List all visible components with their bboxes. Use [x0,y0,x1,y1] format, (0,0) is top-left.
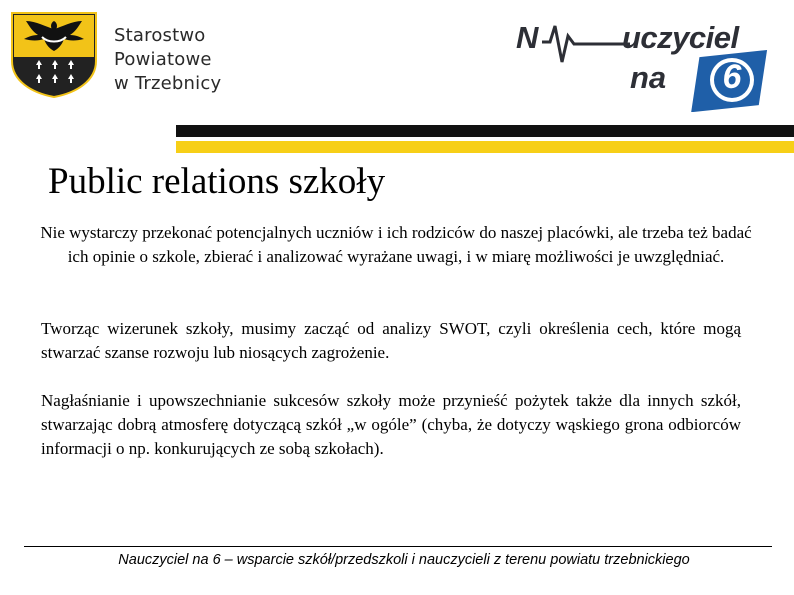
logo-line-powiatowe: Powiatowe [114,49,212,70]
logo-line-starostwo: Starostwo [114,25,206,46]
footer-divider [24,546,772,547]
paragraph-successes: Nagłaśnianie i upowszechnianie sukcesów szkoły może przynieść pożytek także dla innych szkół, stwarzając dobrą atmosferę dotyczącą szkół „w ogóle” (chyba, że dotyczy wąskiego grona odbiorców informacji o np. konkurujących ze sobą szkołach). [41,391,741,458]
slide-title: Public relations szkoły [48,161,386,202]
logo-word-na: na [630,60,667,95]
logo-letter-n: N [516,20,539,55]
header-bar-black [176,125,794,137]
coat-of-arms-icon [6,9,102,99]
paragraph-swot: Tworząc wizerunek szkoły, musimy zacząć od analizy SWOT, czyli określenia cech, które mogą stwarzać szanse rozwoju lub niosących zagrożenie. [41,319,741,362]
logo-badge-six: 6 [722,58,742,96]
footer-text: Nauczyciel na 6 – wsparcie szkół/przedszkoli i nauczycieli z terenu powiatu trzebnickiego [118,552,690,568]
starostwo-wordmark [114,21,244,101]
nauczyciel-na-6-logo [510,16,780,112]
paragraph-opinions: Nie wystarczy przekonać potencjalnych uczniów i ich rodziców do naszej placówki, ale trzeba też badać ich opinie o szkole, zbierać i analizować wyrażane uwagi, i w miarę możliwości je uwzględniać. [40,223,752,266]
logo-word-nauczyciel: uczyciel [622,20,739,55]
logo-line-trzebnicy: w Trzebnicy [114,73,222,94]
header-bar-yellow [176,141,794,153]
starostwo-logo [6,9,236,99]
